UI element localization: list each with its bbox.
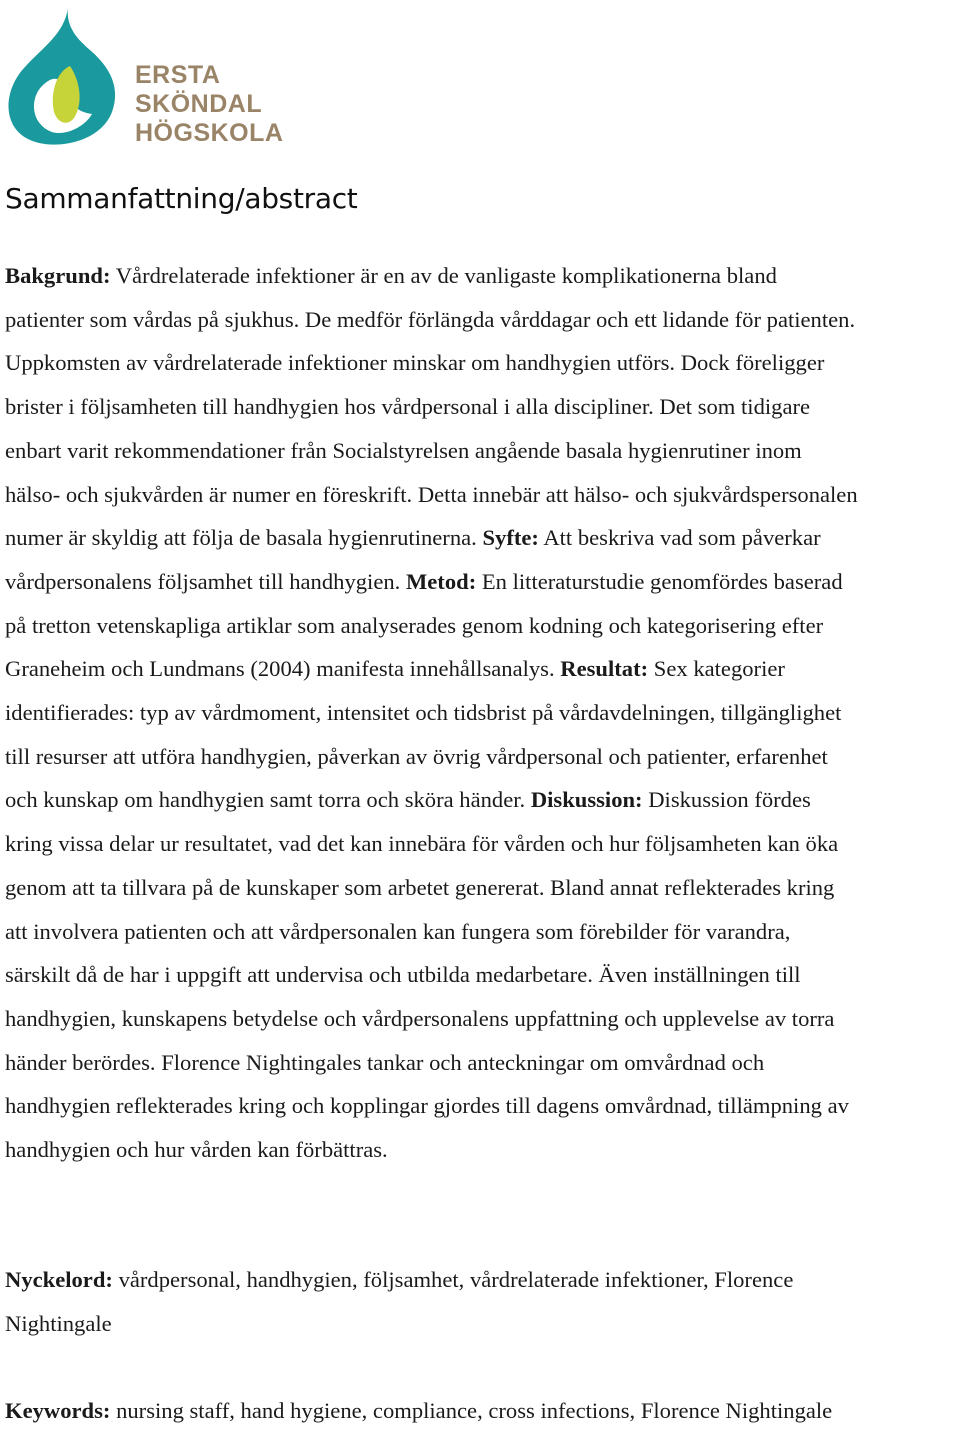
abstract-line xyxy=(5,910,960,954)
abstract-text: handhygien reflekterades kring och kopplingar gjordes till dagens omvårdnad, tillämpning av xyxy=(5,1093,849,1119)
section-label: Diskussion: xyxy=(530,787,643,813)
abstract-text: genom att ta tillvara på de kunskaper som arbetet genererat. Bland annat reflekterades kring xyxy=(5,874,835,900)
nyckelord-text-1: vårdpersonal, handhygien, följsamhet, vårdrelaterade infektioner, Florence xyxy=(112,1267,794,1292)
abstract-line xyxy=(5,997,960,1041)
abstract-line xyxy=(5,516,960,560)
logo-line-2: SKÖNDAL xyxy=(135,90,263,118)
abstract-text: Vårdrelaterade infektioner är en av de vanligaste komplikationerna bland xyxy=(110,263,777,288)
abstract-line xyxy=(5,778,960,822)
abstract-line xyxy=(5,254,960,298)
water-drop-leaf-icon xyxy=(4,6,119,148)
abstract-line xyxy=(5,385,960,429)
abstract-line xyxy=(5,298,960,342)
abstract-line xyxy=(5,473,960,517)
abstract-text: numer är skyldig att följa de basala hygienrutinerna. xyxy=(5,525,483,551)
abstract-text: handhygien och hur vården kan förbättras. xyxy=(5,1137,388,1163)
abstract-text: händer berördes. Florence Nightingales tankar och anteckningar om omvårdnad och xyxy=(5,1049,765,1075)
logo-wordmark xyxy=(135,61,283,148)
abstract-line xyxy=(5,953,960,997)
abstract-line xyxy=(5,866,960,910)
abstract-text: Att beskriva vad som påverkar xyxy=(538,525,821,551)
nyckelord-paragraph xyxy=(5,1258,793,1345)
abstract-text: En litteraturstudie genomfördes baserad xyxy=(476,568,843,594)
abstract-text: enbart varit rekommendationer från Socialstyrelsen angående basala hygienrutiner inom xyxy=(5,437,802,463)
keywords-label: Keywords: xyxy=(5,1398,111,1423)
abstract-text: Uppkomsten av vårdrelaterade infektioner minskar om handhygien utförs. Dock föreligger xyxy=(5,350,825,376)
nyckelord-label: Nyckelord: xyxy=(5,1267,113,1292)
logo-line-1: ERSTA xyxy=(135,61,221,89)
abstract-text: vårdpersonalens följsamhet till handhygien. xyxy=(5,568,406,594)
section-label: Bakgrund: xyxy=(5,263,111,288)
ersta-skondal-logo xyxy=(4,6,284,148)
abstract-text: kring vissa delar ur resultatet, vad det kan innebära för vården och hur följsamheten kan öka xyxy=(5,831,839,857)
abstract-line xyxy=(5,429,960,473)
abstract-text: Sex kategorier xyxy=(648,656,785,682)
abstract-line xyxy=(5,647,960,691)
abstract-line xyxy=(5,1084,960,1128)
abstract-line xyxy=(5,691,960,735)
keywords-paragraph xyxy=(5,1389,832,1433)
abstract-text: hälso- och sjukvården är numer en föreskrift. Detta innebär att hälso- och sjukvårdspersonalen xyxy=(5,481,858,507)
abstract-line xyxy=(5,822,960,866)
nyckelord-line-1 xyxy=(5,1258,793,1302)
keywords-text: nursing staff, hand hygiene, compliance, cross infections, Florence Nightingale xyxy=(110,1398,833,1423)
abstract-text: att involvera patienten och att vårdpersonalen kan fungera som förebilder för varandra, xyxy=(5,918,791,944)
nyckelord-text-2: Nightingale xyxy=(5,1310,112,1336)
abstract-line xyxy=(5,560,960,604)
section-label: Syfte: xyxy=(482,525,539,551)
keywords-line xyxy=(5,1389,832,1433)
abstract-text: och kunskap om handhygien samt torra och sköra händer. xyxy=(5,787,531,813)
abstract-paragraph xyxy=(5,254,960,1172)
page-title: Sammanfattning/abstract xyxy=(5,182,358,215)
abstract-line xyxy=(5,1041,960,1085)
abstract-text: Graneheim och Lundmans (2004) manifesta innehållsanalys. xyxy=(5,656,561,682)
abstract-line xyxy=(5,735,960,779)
abstract-line xyxy=(5,1128,960,1172)
abstract-line xyxy=(5,604,960,648)
abstract-text: brister i följsamheten till handhygien hos vårdpersonal i alla discipliner. Det som tidigare xyxy=(5,394,811,420)
abstract-text: på tretton vetenskapliga artiklar som analyserades genom kodning och kategorisering efter xyxy=(5,612,824,638)
abstract-text: särskilt då de har i uppgift att undervisa och utbilda medarbetare. Även inställningen till xyxy=(5,962,801,988)
logo-line-3: HÖGSKOLA xyxy=(135,119,284,147)
section-label: Resultat: xyxy=(560,656,649,682)
abstract-text: till resurser att utföra handhygien, påverkan av övrig vårdpersonal och patienter, erfarenhet xyxy=(5,743,828,769)
abstract-text: Diskussion fördes xyxy=(642,787,811,813)
section-label: Metod: xyxy=(405,568,477,594)
abstract-line xyxy=(5,341,960,385)
abstract-text: identifierades: typ av vårdmoment, intensitet och tidsbrist på vårdavdelningen, tillgänglighet xyxy=(5,700,842,726)
abstract-text: handhygien, kunskapens betydelse och vårdpersonalens uppfattning och upplevelse av torra xyxy=(5,1005,835,1031)
abstract-text: patienter som vårdas på sjukhus. De medför förlängda vårddagar och ett lidande för patienten. xyxy=(5,306,856,332)
